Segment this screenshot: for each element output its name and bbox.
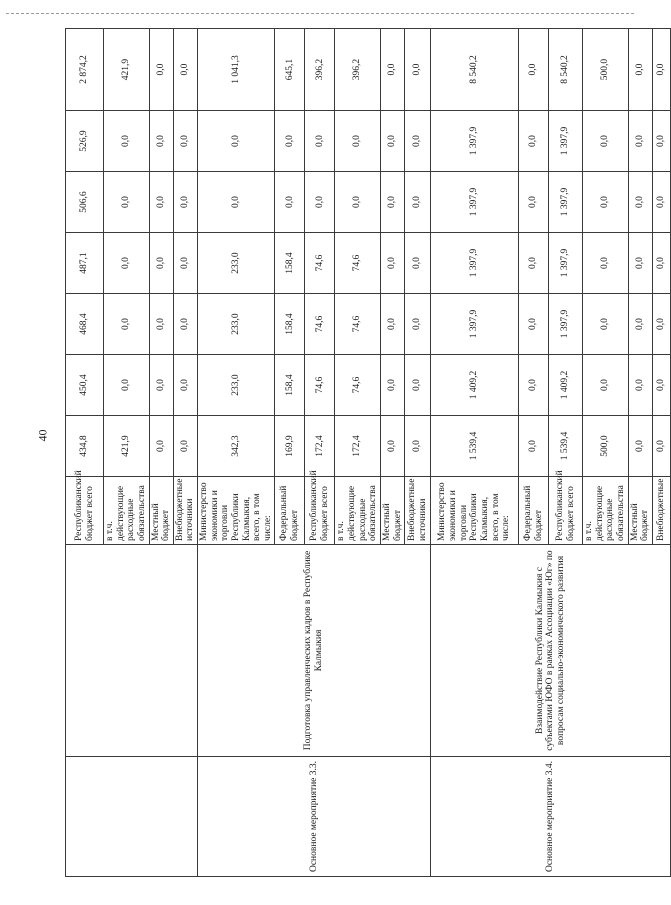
value-cell: 0,0: [275, 111, 305, 172]
funding-source-cell: Федеральный бюджет: [275, 477, 305, 545]
value-cell: 0,0: [335, 172, 381, 233]
value-cell: 0,0: [405, 29, 431, 111]
value-cell: 233,0: [198, 233, 275, 294]
value-cell: 0,0: [305, 111, 335, 172]
value-cell: 500,0: [583, 29, 629, 111]
value-cell: 0,0: [149, 416, 173, 477]
value-cell: 0,0: [652, 233, 670, 294]
value-cell: 500,0: [583, 416, 629, 477]
value-cell: 1 397,9: [431, 294, 519, 355]
value-cell: 0,0: [628, 355, 652, 416]
value-cell: 0,0: [275, 172, 305, 233]
funding-source-cell: Внебюджетные источники: [173, 477, 197, 545]
value-cell: 74,6: [335, 233, 381, 294]
value-cell: 1 409,2: [549, 355, 583, 416]
value-cell: 0,0: [198, 172, 275, 233]
value-cell: 1 397,9: [549, 233, 583, 294]
funding-source-cell: Министерство экономики и торговли Республики Калмыкия, всего, в том числе:: [198, 477, 275, 545]
value-cell: 0,0: [198, 111, 275, 172]
funding-source-cell: Министерство экономики и торговли Республики Калмыкия, всего, в том числе:: [431, 477, 519, 545]
value-cell: 0,0: [405, 111, 431, 172]
value-cell: 0,0: [583, 355, 629, 416]
value-cell: 434,8: [66, 416, 104, 477]
value-cell: 0,0: [652, 294, 670, 355]
value-cell: 0,0: [519, 233, 549, 294]
value-cell: 172,4: [305, 416, 335, 477]
value-cell: 0,0: [628, 172, 652, 233]
value-cell: 526,9: [66, 111, 104, 172]
value-cell: 0,0: [519, 172, 549, 233]
value-cell: 396,2: [305, 29, 335, 111]
value-cell: 2 874,2: [66, 29, 104, 111]
value-cell: 0,0: [104, 111, 150, 172]
value-cell: 158,4: [275, 294, 305, 355]
value-cell: 0,0: [380, 233, 404, 294]
funding-source-cell: Местный бюджет: [628, 477, 652, 545]
value-cell: 0,0: [519, 294, 549, 355]
value-cell: 0,0: [104, 294, 150, 355]
value-cell: 0,0: [405, 172, 431, 233]
funding-source-cell: Федеральный бюджет: [519, 477, 549, 545]
value-cell: 0,0: [628, 294, 652, 355]
value-cell: 74,6: [335, 294, 381, 355]
value-cell: 0,0: [380, 111, 404, 172]
value-cell: 0,0: [519, 29, 549, 111]
value-cell: 1 539,4: [431, 416, 519, 477]
value-cell: 1 397,9: [549, 111, 583, 172]
value-cell: 0,0: [305, 172, 335, 233]
value-cell: 8 540,2: [431, 29, 519, 111]
value-cell: 0,0: [519, 111, 549, 172]
value-cell: 0,0: [628, 29, 652, 111]
value-cell: 0,0: [149, 111, 173, 172]
value-cell: 0,0: [173, 416, 197, 477]
top-dashed-rule: [6, 13, 634, 14]
value-cell: 0,0: [380, 294, 404, 355]
value-cell: 74,6: [305, 294, 335, 355]
value-cell: 0,0: [149, 29, 173, 111]
funding-source-cell: в т.ч. действующие расходные обязательства: [583, 477, 629, 545]
value-cell: 0,0: [149, 172, 173, 233]
value-cell: 0,0: [380, 172, 404, 233]
value-cell: 0,0: [405, 233, 431, 294]
table-body: [66, 29, 671, 877]
value-cell: 0,0: [149, 355, 173, 416]
value-cell: 487,1: [66, 233, 104, 294]
funding-source-cell: Внебюджетные: [652, 477, 670, 545]
value-cell: 158,4: [275, 355, 305, 416]
value-cell: 1 041,3: [198, 29, 275, 111]
funding-source-cell: Местный бюджет: [380, 477, 404, 545]
value-cell: 1 397,9: [549, 172, 583, 233]
value-cell: 74,6: [305, 355, 335, 416]
value-cell: 0,0: [652, 111, 670, 172]
value-cell: 0,0: [104, 355, 150, 416]
value-cell: 74,6: [305, 233, 335, 294]
table-row: [198, 29, 275, 877]
funding-source-cell: Внебюджетные источники: [405, 477, 431, 545]
value-cell: 0,0: [380, 355, 404, 416]
value-cell: 8 540,2: [549, 29, 583, 111]
value-cell: 0,0: [173, 29, 197, 111]
value-cell: 1 397,9: [431, 111, 519, 172]
rotated-table-wrapper: [65, 49, 667, 877]
value-cell: 0,0: [583, 111, 629, 172]
value-cell: 233,0: [198, 294, 275, 355]
funding-source-cell: Республиканский бюджет всего: [66, 477, 104, 545]
value-cell: 0,0: [173, 172, 197, 233]
value-cell: 172,4: [335, 416, 381, 477]
value-cell: 0,0: [149, 294, 173, 355]
measure-code-cell: Основное мероприятие 3.3.: [198, 757, 431, 877]
continuation-title-cell: [66, 545, 198, 757]
value-cell: 468,4: [66, 294, 104, 355]
value-cell: 342,3: [198, 416, 275, 477]
value-cell: 396,2: [335, 29, 381, 111]
value-cell: 0,0: [104, 233, 150, 294]
continuation-code-cell: [66, 757, 198, 877]
value-cell: 1 539,4: [549, 416, 583, 477]
value-cell: 0,0: [652, 29, 670, 111]
measure-title-cell: Взаимодействие Республики Калмыкия с субъектами ЮФО в рамках Ассоциации «Юг» по вопросам социально-экономического развития: [431, 545, 671, 757]
value-cell: 0,0: [173, 355, 197, 416]
value-cell: 1 397,9: [549, 294, 583, 355]
value-cell: 0,0: [173, 294, 197, 355]
value-cell: 506,6: [66, 172, 104, 233]
value-cell: 0,0: [380, 416, 404, 477]
value-cell: 0,0: [583, 233, 629, 294]
value-cell: 421,9: [104, 416, 150, 477]
value-cell: 0,0: [628, 111, 652, 172]
value-cell: 0,0: [173, 233, 197, 294]
funding-source-cell: в т.ч. действующие расходные обязательства: [335, 477, 381, 545]
measure-code-cell: Основное мероприятие 3.4.: [431, 757, 671, 877]
measure-title-cell: Подготовка управленческих кадров в Республике Калмыкия: [198, 545, 431, 757]
value-cell: 0,0: [583, 172, 629, 233]
value-cell: 0,0: [652, 355, 670, 416]
value-cell: 1 397,9: [431, 172, 519, 233]
value-cell: 0,0: [335, 111, 381, 172]
value-cell: 0,0: [519, 416, 549, 477]
table-row: [431, 29, 519, 877]
value-cell: 0,0: [652, 172, 670, 233]
value-cell: 0,0: [405, 294, 431, 355]
value-cell: 0,0: [149, 233, 173, 294]
funding-source-cell: Местный бюджет: [149, 477, 173, 545]
value-cell: 0,0: [173, 111, 197, 172]
value-cell: 0,0: [104, 172, 150, 233]
value-cell: 450,4: [66, 355, 104, 416]
value-cell: 158,4: [275, 233, 305, 294]
value-cell: 169,9: [275, 416, 305, 477]
funding-source-cell: Республиканский бюджет всего: [549, 477, 583, 545]
value-cell: 0,0: [652, 416, 670, 477]
value-cell: 1 409,2: [431, 355, 519, 416]
value-cell: 0,0: [583, 294, 629, 355]
value-cell: 0,0: [628, 233, 652, 294]
value-cell: 1 397,9: [431, 233, 519, 294]
value-cell: 0,0: [519, 355, 549, 416]
value-cell: 233,0: [198, 355, 275, 416]
funding-source-cell: в т.ч. действующие расходные обязательства: [104, 477, 150, 545]
funding-source-cell: Республиканский бюджет всего: [305, 477, 335, 545]
value-cell: 421,9: [104, 29, 150, 111]
table-row: [66, 29, 104, 877]
budget-table: [65, 28, 671, 877]
value-cell: 0,0: [405, 355, 431, 416]
value-cell: 645,1: [275, 29, 305, 111]
value-cell: 0,0: [380, 29, 404, 111]
value-cell: 0,0: [405, 416, 431, 477]
value-cell: 74,6: [335, 355, 381, 416]
value-cell: 0,0: [628, 416, 652, 477]
page-number: 40: [35, 429, 50, 442]
